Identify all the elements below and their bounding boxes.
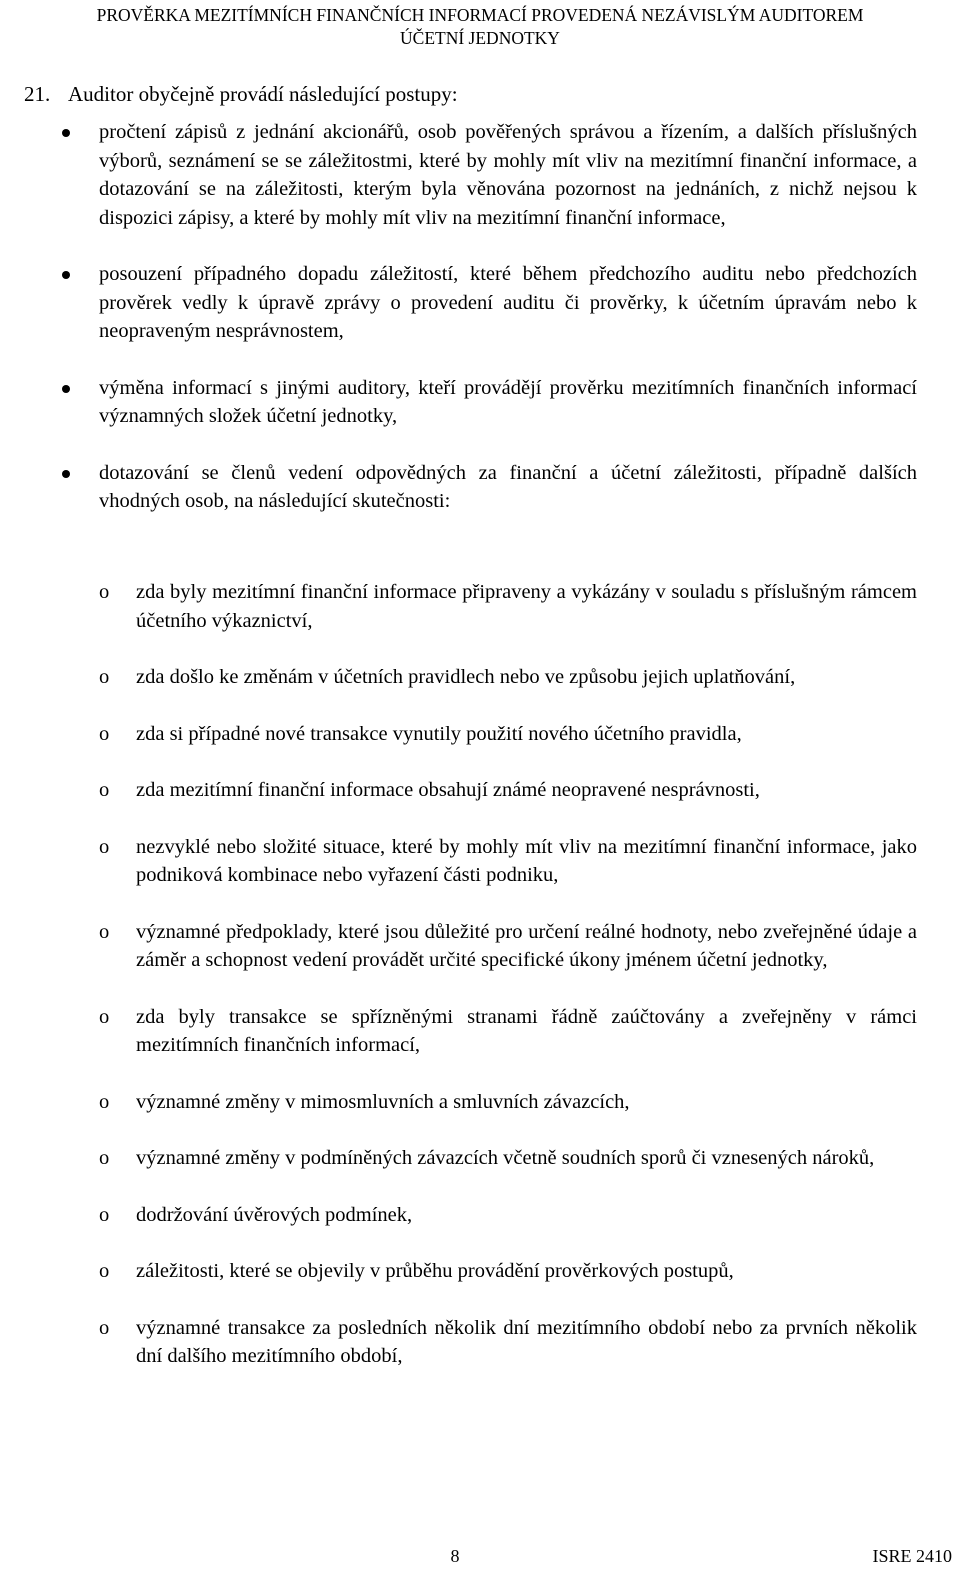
bullet-item [0,459,960,516]
sub-item-text: zda mezitímní finanční informace obsahují známé neopravené nesprávnosti, [136,779,760,801]
sub-item [0,720,960,749]
bullet-icon [62,385,70,393]
sub-item-text: dodržování úvěrových podmínek, [136,1203,413,1226]
section-number: 21. [24,82,51,106]
sub-item-marker: o [99,779,110,801]
sub-item-marker: o [99,1147,110,1169]
sub-item [0,1144,960,1173]
sub-item-marker: o [99,835,110,858]
sub-item [0,776,960,805]
sub-item [0,578,960,635]
procedure-bullet-list [0,118,960,516]
header-line-2: ÚČETNÍ JEDNOTKY [400,28,560,48]
sub-item-text: zda si případné nové transakce vynutily použití nového účetního pravidla, [136,722,742,745]
standard-code: ISRE 2410 [872,1546,952,1566]
bullet-text: výměna informací s jinými auditory, kteří provádějí prověrku mezitímních finančních informací významných složek účetní jednotky, [99,376,917,427]
bullet-text: dotazování se členů vedení odpovědných za finanční a účetní záležitosti, případně dalších vhodných osob, na následující skutečnosti: [99,461,917,512]
sub-item-marker: o [99,1260,110,1282]
sub-item-marker: o [99,1005,110,1028]
bullet-item [0,118,960,232]
sub-item-text: významné změny v podmíněných závazcích včetně soudních sporů či vznesených nároků, [136,1147,875,1169]
bullet-text: posouzení případného dopadu záležitostí, které během předchozího auditu nebo předchozích prověrek vedly k úpravě zprávy o provedení auditu či prověrky, k účetním úpravám nebo k neopraveným nesprávnostem, [99,263,917,342]
bullet-item [0,260,960,346]
sub-item [0,1003,960,1060]
sub-item-text: významné transakce za posledních několik dní mezitímního období nebo za prvních několik dní dalšího mezitímního období, [136,1316,917,1367]
sub-item [0,1314,960,1371]
sub-item-text: zda byly mezitímní finanční informace připraveny a vykázány v souladu s příslušným rámcem účetního výkaznictví, [136,581,917,632]
sub-item-text: záležitosti, které se objevily v průběhu provádění prověrkových postupů, [136,1260,734,1282]
sub-item [0,1088,960,1117]
section-title: Auditor obyčejně provádí následující postupy: [68,82,458,106]
page-header [0,4,960,50]
sub-item [0,663,960,692]
inquiry-sub-list [0,578,960,1371]
sub-item [0,1201,960,1230]
sub-item-marker: o [99,1090,110,1113]
bullet-icon [62,129,70,137]
bullet-icon [62,271,70,279]
sub-item-text: významné změny v mimosmluvních a smluvních závazcích, [136,1090,630,1113]
header-line-1: PROVĚRKA MEZITÍMNÍCH FINANČNÍCH INFORMACÍ PROVEDENÁ NEZÁVISLÝM AUDITOREM [96,5,864,25]
sub-item-text: zda došlo ke změnám v účetních pravidlech nebo ve způsobu jejich uplatňování, [136,666,796,688]
sub-item-marker: o [99,581,110,603]
page-number: 8 [450,1546,460,1566]
sub-item-text: nezvyklé nebo složité situace, které by mohly mít vliv na mezitímní finanční informace, jako podniková kombinace nebo vyřazení části podniku, [136,835,917,886]
sub-item [0,1257,960,1286]
sub-item-text: zda byly transakce se spřízněnými stranami řádně zaúčtovány a zveřejněny v rámci mezitímních finančních informací, [136,1005,917,1056]
sub-item-marker: o [99,920,110,943]
sub-item-marker: o [99,722,110,745]
bullet-icon [62,470,70,478]
sub-item-marker: o [99,666,110,688]
bullet-text: pročtení zápisů z jednání akcionářů, osob pověřených správou a řízením, a dalších příslušných výborů, seznámení se se záležitostmi, které by mohly mít vliv na mezitímní finanční informace, a dotazování se na záležitosti, kterým byla věnována pozornost na jednáních, z nichž nejsou k dispozici zápisy, a které by mohly mít vliv na mezitímní finanční informace, [99,121,917,229]
sub-item [0,833,960,890]
sub-item [0,918,960,975]
bullet-item [0,374,960,431]
sub-item-text: významné předpoklady, které jsou důležité pro určení reálné hodnoty, nebo zveřejněné údaje a záměr a schopnost vedení provádět určité specifické úkony jménem účetní jednotky, [136,920,917,971]
section-heading [24,80,458,108]
sub-item-marker: o [99,1203,110,1226]
sub-item-marker: o [99,1316,110,1339]
